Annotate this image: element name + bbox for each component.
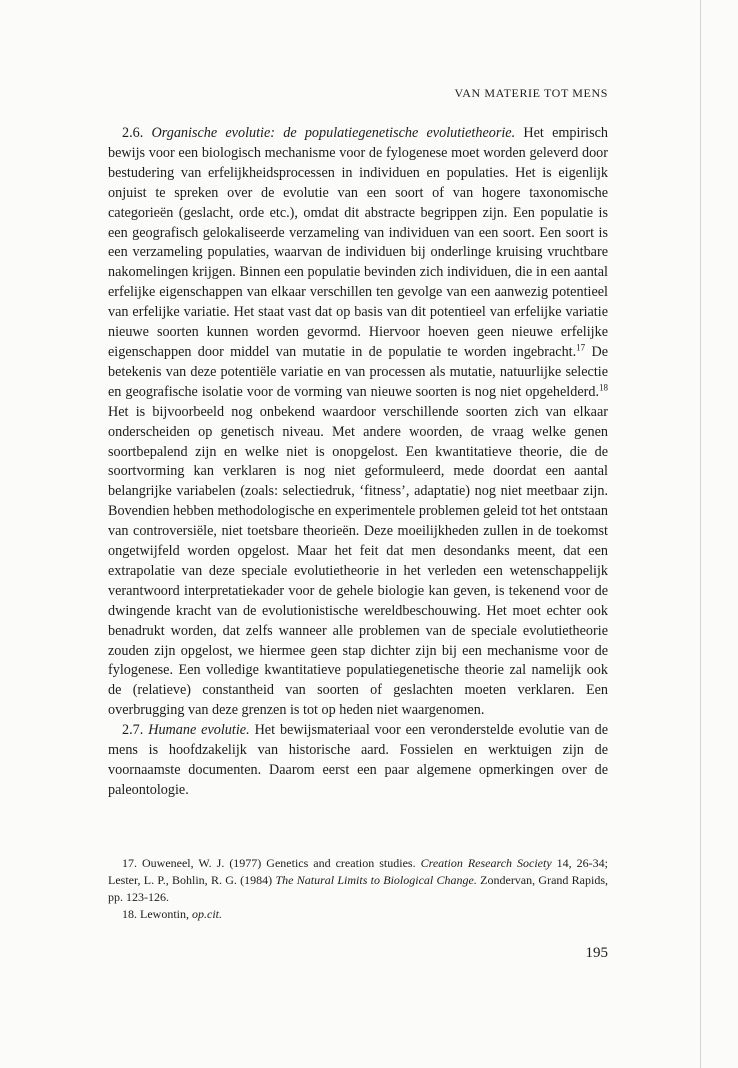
page-number: 195	[585, 945, 608, 961]
book-title: The Natural Limits to Biological Change.	[275, 873, 477, 887]
footnote-ref-17[interactable]: 17	[576, 342, 586, 353]
page-edge-line	[700, 0, 701, 1068]
section-body: Het empirisch bewijs voor een biologisch mechanisme voor de fylogenese moet worden geleverd door bestudering van erfelijkheidsprocessen in individuen en populaties. Het is eigenlijk onjuist te spreken over de evolutie van een soort of van hogere taxonomische categorieën (geslacht, orde etc.), omdat dit abstracte begrippen zijn. Een populatie is een geografisch gelokaliseerde verzameling van individuen van een soort. Een soort is een verzameling populaties, waarvan de individuen bij onderlinge kruising vruchtbare nakomelingen krijgen. Binnen een populatie bevinden zich individuen, die in een aantal erfelijke eigenschappen van elkaar verschillen ten gevolge van een aanwezig potentieel van erfelijke variatie. Het staat vast dat op basis van dit potentieel van erfelijke variatie nieuwe soorten kunnen worden gevormd. Hiervoor hoeven geen nieuwe erfelijke eigenschappen door middel van mutatie in de populatie te worden ingebracht.	[108, 125, 609, 360]
section-body: De betekenis van deze potentiële variatie en van processen als mutatie, natuurlijke selectie en geografische isolatie voor de vorming van nieuwe soorten is nog niet opgehelderd.	[108, 343, 608, 400]
journal-title: Creation Research Society	[420, 856, 552, 870]
footnote-number: 17.	[122, 856, 137, 870]
footnote-text: 14, 26-34; Lester, L. P., Bohlin, R. G. (1984)	[108, 856, 608, 887]
section-body: Het bewijsmateriaal voor een veronderstelde evolutie van de mens is hoofdzakelijk van historische aard. Fossielen en werktuigen zijn de voornaamste documenten. Daarom eerst een paar algemene opmerkingen over de paleontologie.	[108, 722, 609, 798]
footnote-17	[108, 855, 608, 906]
section-body: Het is bijvoorbeeld nog onbekend waardoor verschillende soorten zich van elkaar onderscheiden op genetisch niveau. Met andere woorden, de vraag welke genen soortbepalend zijn en welke niet is onopgelost. Een kwantitatieve theorie, die de soortvorming kan verklaren is nog niet geformuleerd, mede doordat een aantal belangrijke variabelen (zoals: selectiedruk, ‘fitness’, adaptatie) nog niet meetbaar zijn. Bovendien hebben methodologische en experimentele problemen geleid tot het ontstaan van controversiële, niet toetsbare theorieën. Deze moeilijkheden zullen in de toekomst ongetwijfeld worden opgelost. Maar het feit dat men desondanks meent, dat een extrapolatie van deze speciale evolutietheorie in het verleden een wetenschappelijk verantwoord interpretatiekader voor de gehele biologie kan geven, is tekenend voor de dwingende kracht van de evolutionistische wereldbeschouwing. Het moet echter ook benadrukt worden, dat zelfs wanneer alle problemen van de speciale evolutietheorie zouden zijn opgelost, we hiermee geen stap dichter zijn bij een mechanisme voor de fylogenese. Een volledige kwantitatieve populatiegenetische theorie zal namelijk ook de (relatieve) constantheid van soorten of geslachten moeten verklaren. Een overbrugging van deze grenzen is tot op heden niet waargenomen.	[108, 403, 608, 719]
section-2-6-paragraph	[108, 124, 608, 721]
footnote-18	[108, 906, 608, 923]
citation-abbrev: op.cit.	[192, 907, 222, 921]
footnote-text: Ouweneel, W. J. (1977) Genetics and creation studies.	[142, 856, 416, 870]
section-number: 2.6.	[122, 125, 144, 141]
main-text	[108, 124, 608, 801]
footnote-text: Zondervan, Grand Rapids, pp. 123-126.	[108, 873, 609, 904]
section-number: 2.7.	[122, 722, 144, 739]
running-head: VAN MATERIE TOT MENS	[454, 86, 608, 100]
section-title: Humane evolutie.	[148, 722, 250, 739]
footnote-ref-18[interactable]: 18	[599, 382, 608, 393]
footnote-text: Lewontin,	[140, 907, 189, 921]
section-title: Organische evolutie: de populatiegenetische evolutietheorie.	[151, 125, 516, 141]
footnotes	[108, 855, 608, 923]
section-2-7-paragraph	[108, 721, 608, 801]
footnote-number: 18.	[122, 907, 137, 921]
